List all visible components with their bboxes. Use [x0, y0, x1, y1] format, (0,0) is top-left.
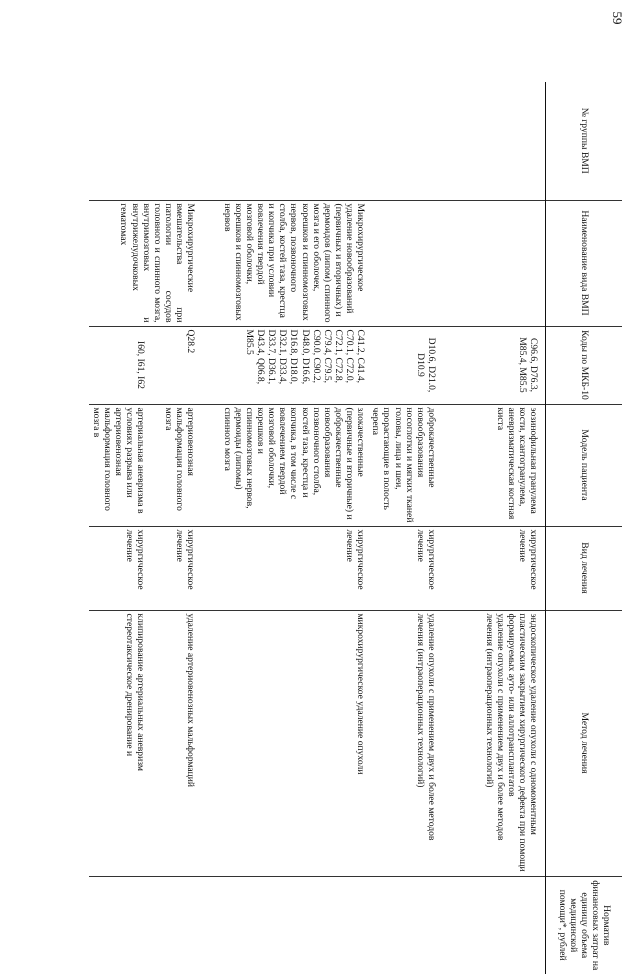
page-number: 59 [610, 11, 625, 25]
table-row [440, 82, 546, 974]
row-treatment-kind: хирургическое лечение [440, 526, 546, 610]
row-vmp-name: Микрохирургические вмешательства при патологии сосудов головного и спинного мозга, внутримозговых и внутрижелудочковых гематомах [89, 200, 199, 326]
header-group-number: № группы ВМП [546, 82, 622, 200]
row-cost-norm [440, 876, 546, 974]
row-icd-codes: I60, I61, I62 [89, 326, 149, 404]
row-treatment-method: эндоскопическое удаление опухоли с одномоментным пластическим закрытием хирургического дефекта при помощи формируемых ауто- или аллотрансплантатов удаление опухоли с применением двух и более методов лечения (интраоперационных технологий) [440, 610, 546, 876]
header-treatment-method: Метод лечения [546, 610, 622, 876]
row-cost-norm [199, 876, 369, 974]
row-treatment-method: микрохирургическое удаление опухоли [199, 610, 369, 876]
row-icd-codes: C96.6, D76.3, M85.4, M85.5 [440, 326, 546, 404]
row-group-number [369, 82, 440, 200]
row-icd-codes: Q28.2 [149, 326, 199, 404]
row-treatment-method: клипирование артериальных аневризм стереотаксическое дренирование и [89, 610, 149, 876]
row-vmp-name [440, 200, 546, 326]
row-cost-norm [89, 876, 149, 974]
row-patient-model: злокачественные (первичные и вторичные) и доброкачественные новообразования позвоночного столба, костей таза, крестца и копчика, в том числе с вовлечением твердой мозговой оболочки, корешков и спинномозговых нервов, дермоиды (липомы) спинного мозга [199, 404, 369, 526]
row-treatment-kind: хирургическое лечение [149, 526, 199, 610]
header-icd-codes: Коды по МКБ-10 [546, 326, 622, 404]
row-cost-norm [369, 876, 440, 974]
table-row [199, 82, 369, 974]
row-group-number [440, 82, 546, 200]
table-row [369, 82, 440, 974]
row-group-number [149, 82, 199, 200]
row-treatment-method: удаление опухоли с применением двух и более методов лечения (интраоперационных технологий) [369, 610, 440, 876]
row-treatment-kind: хирургическое лечение [89, 526, 149, 610]
row-icd-codes: C41.2, C41.4, C70.1, C72.0, C72.1, C72.8, C79.4, C79.5, C90.0, C90.2, D48.0, D16.6, D16.8, D18.0, D32.1, D33.4, D33.7, D36.1, D43.4, Q06.8, M85.5 [199, 326, 369, 404]
table-row [149, 82, 199, 974]
row-vmp-name: Микрохирургическое удаление новообразований (первичных и вторичных) и дермоидов (липом) спинного мозга и его оболочек, корешков и спинномозговых нервов, позвоночного столба, костей таза, крестца и копчика при условии вовлечения твердой мозговой оболочки, корешков и спинномозговых нервов [199, 200, 369, 326]
header-treatment-kind: Вид лечения [546, 526, 622, 610]
row-patient-model: доброкачественные новообразования носоглотки и мягких тканей головы, лица и шеи, прорастающие в полость черепа [369, 404, 440, 526]
table-header-row [546, 82, 622, 974]
row-vmp-name [369, 200, 440, 326]
row-cost-norm [149, 876, 199, 974]
rotated-table-sheet [92, 82, 622, 974]
row-treatment-kind: хирургическое лечение [369, 526, 440, 610]
row-icd-codes: D10.6, D21.0, D10.9 [369, 326, 440, 404]
row-group-number [199, 82, 369, 200]
row-group-number [89, 82, 149, 200]
header-cost-norm: Норматив финансовых затрат на единицу объема медицинской помощи*, рублей [546, 876, 622, 974]
row-treatment-method: удаление артериовенозных мальформаций [149, 610, 199, 876]
row-treatment-kind: хирургическое лечение [199, 526, 369, 610]
header-patient-model: Модель пациента [546, 404, 622, 526]
header-vmp-name: Наименование вида ВМП [546, 200, 622, 326]
row-patient-model: эозинофильная гранулема кости, ксантогранулема, аневризматическая костная киста [440, 404, 546, 526]
row-patient-model: артериовенозная мальформация головного мозга [149, 404, 199, 526]
row-patient-model: артериальная аневризма в условиях разрыва или артериовенозная мальформация головного мозга в [89, 404, 149, 526]
vmp-table [89, 82, 622, 974]
